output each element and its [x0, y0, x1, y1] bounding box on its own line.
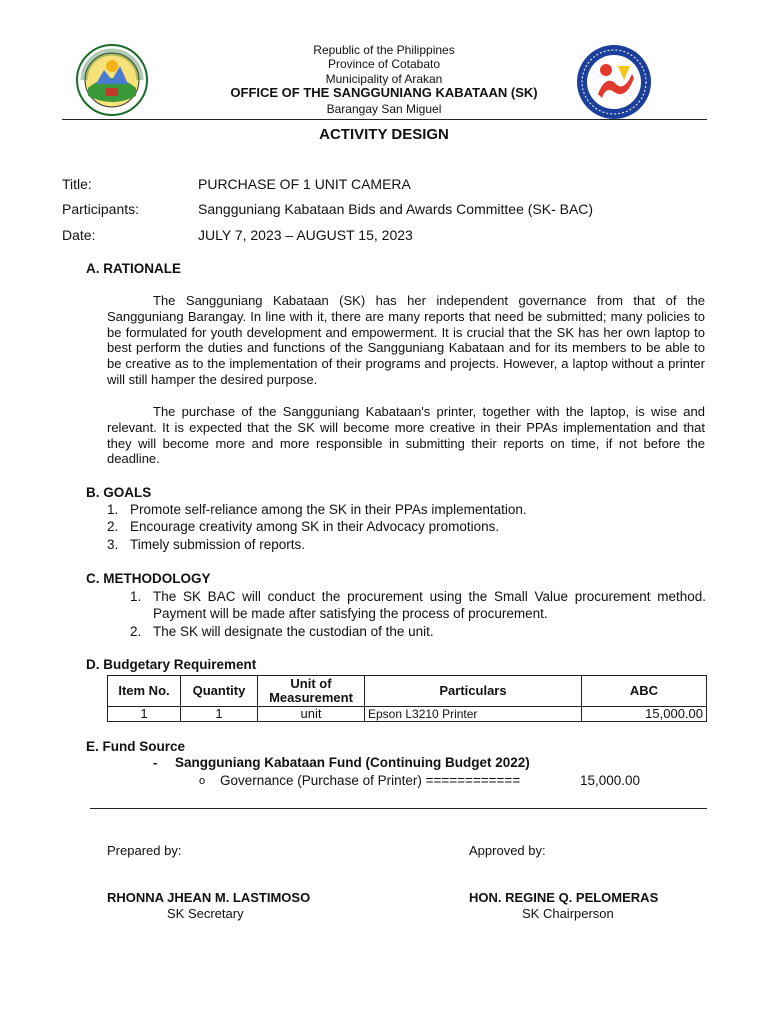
prepared-by-role: SK Secretary [167, 906, 244, 921]
date-label: Date: [62, 227, 96, 243]
rationale-paragraph-1-text: The Sangguniang Kabataan (SK) has her independent governance from that of the Sangguniang Barangay. In line with it, there are many reports that need be submitted; many policies to be formulated for youth development and empowerment. It is crucial that the SK has her own laptop to best perform the duties and functions of the Sangguniang Kabataan and for its members to be able to be creative as to the implementation of their programs and projects. However, a laptop without a printer will still hamper the desired purpose. [107, 293, 705, 387]
fund-heading: E. Fund Source [86, 739, 186, 754]
goal-item-number: 3. [107, 537, 119, 552]
rationale-paragraph-2 [107, 404, 705, 467]
fund-line: Governance (Purchase of Printer) ============ [220, 773, 521, 788]
header-republic: Republic of the Philippines [313, 43, 455, 57]
goal-item: Timely submission of reports. [130, 537, 306, 552]
document-title: ACTIVITY DESIGN [319, 126, 449, 143]
approved-by-role: SK Chairperson [522, 906, 614, 921]
header-barangay: Barangay San Miguel [326, 102, 442, 116]
approved-by-name: HON. REGINE Q. PELOMERAS [469, 890, 659, 905]
cell-quantity: 1 [181, 707, 258, 722]
prepared-by-name: RHONNA JHEAN M. LASTIMOSO [107, 890, 311, 905]
footer-divider [90, 808, 707, 809]
header-municipality: Municipality of Arakan [325, 72, 443, 86]
col-header-item: Item No. [108, 676, 181, 707]
col-header-quantity: Quantity [181, 676, 258, 707]
budget-table-header-row [108, 676, 707, 707]
cell-particulars: Epson L3210 Printer [365, 707, 582, 722]
approved-by-label: Approved by: [469, 843, 546, 858]
col-header-abc: ABC [582, 676, 707, 707]
goals-heading: B. GOALS [86, 485, 152, 500]
participants-value: Sangguniang Kabataan Bids and Awards Committee (SK- BAC) [198, 201, 594, 217]
cell-unit: unit [258, 707, 365, 722]
method-item-number: 1. [130, 589, 142, 604]
col-header-particulars: Particulars [365, 676, 582, 707]
fund-dash: - [153, 755, 158, 770]
fund-source: Sangguniang Kabataan Fund (Continuing Budget 2022) [175, 755, 530, 770]
method-item: The SK will designate the custodian of the unit. [153, 624, 434, 639]
goal-item-number: 1. [107, 502, 119, 517]
method-item: The SK BAC will conduct the procurement using the Small Value procurement method. Payment will be made after satisfying the process of procurement. [153, 589, 706, 621]
cell-item: 1 [108, 707, 181, 722]
fund-amount: 15,000.00 [580, 773, 641, 788]
rationale-paragraph-2-text: The purchase of the Sangguniang Kabataan's printer, together with the laptop, is wise and relevant. It is expected that the SK will become more creative in their PPAs implementation and that they will become more and more responsible in submitting their reports on time, if not before the deadline. [107, 404, 705, 467]
goal-item-number: 2. [107, 519, 119, 534]
col-header-unit: Unit of Measurement [258, 676, 365, 707]
date-value: JULY 7, 2023 – AUGUST 15, 2023 [198, 227, 413, 243]
header-office: OFFICE OF THE SANGGUNIANG KABATAAN (SK) [230, 85, 538, 100]
rationale-paragraph-1 [107, 293, 705, 388]
cell-abc: 15,000.00 [582, 707, 707, 722]
methodology-heading: C. METHODOLOGY [86, 571, 211, 586]
prepared-by-label: Prepared by: [107, 843, 182, 858]
title-label: Title: [62, 176, 92, 192]
goal-item: Promote self-reliance among the SK in their PPAs implementation. [130, 502, 527, 517]
goal-item: Encourage creativity among SK in their Advocacy promotions. [130, 519, 500, 534]
participants-label: Participants: [62, 201, 140, 217]
method-item-number: 2. [130, 624, 142, 639]
budget-heading: D. Budgetary Requirement [86, 657, 257, 672]
header-divider [62, 119, 707, 120]
title-value: PURCHASE OF 1 UNIT CAMERA [198, 176, 411, 192]
rationale-heading: A. RATIONALE [86, 261, 181, 276]
fund-bullet: o [199, 775, 206, 787]
budget-table [107, 675, 707, 722]
table-row [108, 707, 707, 722]
header-province: Province of Cotabato [327, 57, 441, 71]
